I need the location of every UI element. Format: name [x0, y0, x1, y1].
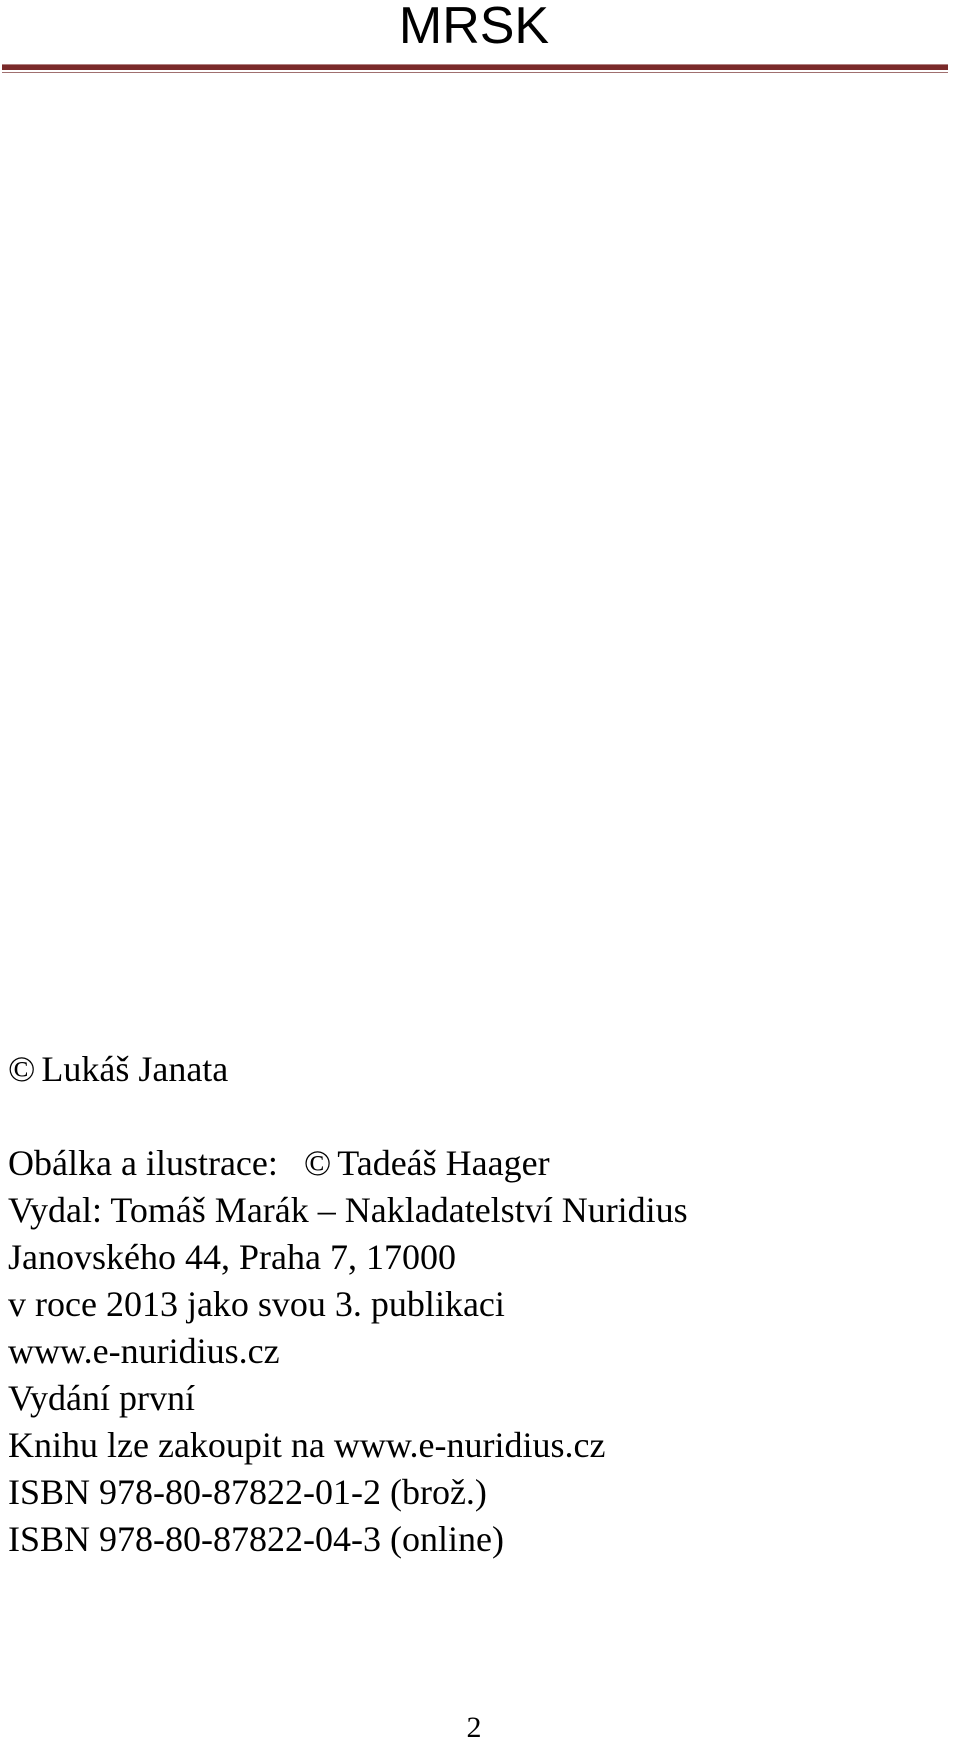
purchase-line: Knihu lze zakoupit na www.e-nuridius.cz [8, 1425, 606, 1465]
cover-copyright-symbol: © [303, 1143, 332, 1183]
address-line: Janovského 44, Praha 7, 17000 [8, 1237, 456, 1277]
author-copyright [8, 1045, 228, 1093]
publisher-line: Vydal: Tomáš Marák – Nakladatelství Nuridius [8, 1190, 688, 1230]
year-line: v roce 2013 jako svou 3. publikaci [8, 1284, 505, 1324]
author-name: Lukáš Janata [41, 1049, 229, 1089]
cover-artist-name: Tadeáš Haager [337, 1143, 550, 1183]
isbn-print-line: ISBN 978-80-87822-01-2 (brož.) [8, 1472, 487, 1512]
isbn-online-line: ISBN 978-80-87822-04-3 (online) [8, 1519, 504, 1559]
imprint-block [8, 1140, 688, 1563]
cover-credit-line [8, 1140, 688, 1187]
website-line: www.e-nuridius.cz [8, 1331, 280, 1371]
page-title: MRSK [398, 0, 550, 55]
copyright-symbol: © [8, 1049, 36, 1089]
header-divider [2, 64, 948, 70]
cover-credit-label: Obálka a ilustrace: [8, 1143, 278, 1183]
page-number: 2 [466, 1711, 482, 1744]
edition-line: Vydání první [8, 1378, 195, 1418]
header-divider-thin [2, 72, 948, 73]
